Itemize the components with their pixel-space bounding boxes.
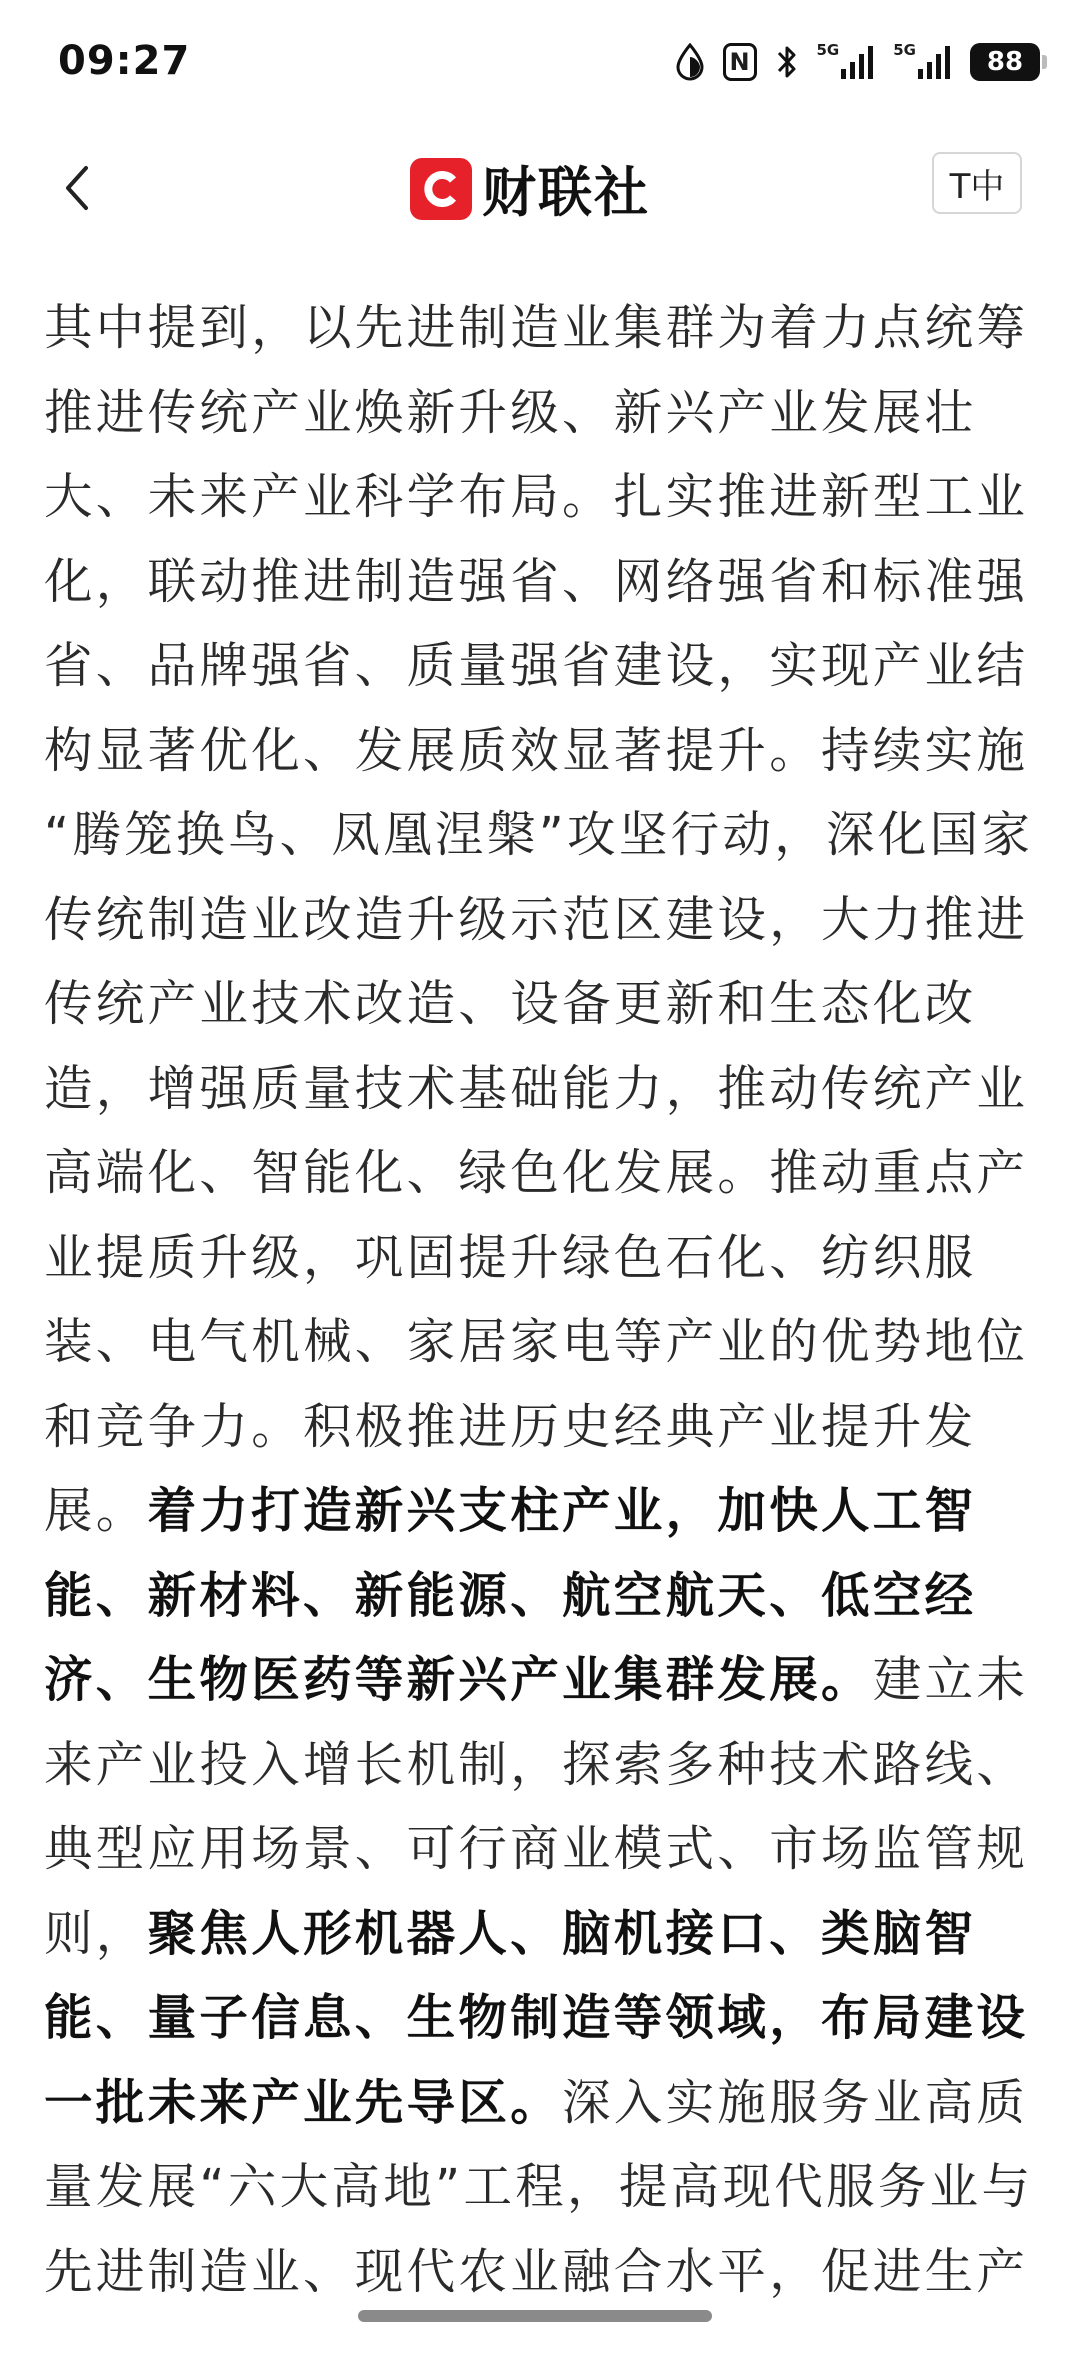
article-text: 省、品牌强省、质量强省建设，实现产业结 xyxy=(44,638,1029,694)
article-text: 传统产业技术改造、设备更新和生态化改 xyxy=(44,976,977,1032)
sim2-5g-label: 5G xyxy=(893,41,916,59)
article-line xyxy=(44,2061,1036,2146)
article-line xyxy=(44,540,1036,625)
logo xyxy=(410,150,650,227)
chevron-left-icon[interactable] xyxy=(52,158,112,218)
article-bold-text: 聚焦人形机器人、脑机接口、类脑智 xyxy=(147,1905,977,1962)
article-text: 来产业投入增长机制，探索多种技术路线、 xyxy=(44,1736,1029,1793)
article-text: 深入实施服务业高质 xyxy=(562,2074,1029,2131)
article-line xyxy=(44,878,1036,963)
article-line xyxy=(44,1385,1036,1470)
status-bar xyxy=(0,0,1080,130)
article-line xyxy=(44,1469,1036,1554)
article-bold-text: 能、量子信息、生物制造等领域，布局建设 xyxy=(44,1990,1029,2046)
article-text: 造，增强质量技术基础能力，推动传统产业 xyxy=(44,1060,1029,1117)
article-bold-text: 一批未来产业先导区。 xyxy=(44,2074,563,2131)
article-line xyxy=(44,793,1036,878)
article-line xyxy=(44,1638,1036,1723)
article-line xyxy=(44,2230,1036,2315)
article-bold-text: 济、生物医药等新兴产业集群发展。 xyxy=(44,1652,873,1708)
header xyxy=(0,130,1080,250)
article-bold-text: 着力打造新兴支柱产业，加快人工智 xyxy=(147,1483,977,1539)
article-line xyxy=(44,624,1036,709)
article-text: 和竞争力。积极推进历史经典产业提升发 xyxy=(44,1398,977,1455)
article-text: 大、未来产业科学布局。扎实推进新型工业 xyxy=(44,469,1029,525)
nfc-icon: N xyxy=(723,43,757,81)
article-line xyxy=(44,371,1036,456)
article-text: 建立未 xyxy=(872,1652,1029,1708)
article-text: 量发展“六大高地”工程，提高现代服务业与 xyxy=(44,2159,1034,2215)
logo-mark-icon xyxy=(410,158,472,220)
article-text: 装、电气机械、家居家电等产业的优势地位 xyxy=(44,1314,1029,1370)
article-text: 先进制造业、现代农业融合水平，促进生产 xyxy=(44,2243,1029,2300)
status-time: 09:27 xyxy=(58,38,191,84)
article-line xyxy=(44,1131,1036,1216)
font-size-button[interactable]: T中 xyxy=(932,152,1022,214)
article-text: 展。 xyxy=(44,1483,148,1539)
article-line xyxy=(44,709,1036,794)
article-text: 推进传统产业焕新升级、新兴产业发展壮 xyxy=(44,384,977,441)
article-line xyxy=(44,1047,1036,1132)
article-line xyxy=(44,1976,1036,2061)
signal-5g-1-icon xyxy=(817,43,876,81)
article-line xyxy=(44,1216,1036,1301)
bluetooth-icon xyxy=(775,43,799,81)
article-line xyxy=(44,2145,1036,2230)
article-line xyxy=(44,962,1036,1047)
article-text: 其中提到，以先进制造业集群为着力点统筹 xyxy=(44,300,1029,356)
article-line xyxy=(44,1807,1036,1892)
article-text: 业提质升级，巩固提升绿色石化、纺织服 xyxy=(44,1229,977,1286)
article-text: “腾笼换鸟、凤凰涅槃”攻坚行动，深化国家 xyxy=(44,807,1034,863)
status-icons xyxy=(675,40,1041,84)
battery-icon: 88 xyxy=(970,43,1040,81)
article-line xyxy=(44,286,1036,371)
data-saver-icon xyxy=(675,43,705,81)
article-bold-text: 能、新材料、新能源、航空航天、低空经 xyxy=(44,1567,977,1624)
article-line xyxy=(44,455,1036,540)
article-text: 构显著优化、发展质效显著提升。持续实施 xyxy=(44,722,1029,779)
signal-5g-2-icon xyxy=(893,43,952,81)
article-line xyxy=(44,1723,1036,1808)
article-line xyxy=(44,1554,1036,1639)
sim1-5g-label: 5G xyxy=(816,41,840,59)
article-text: 传统制造业改造升级示范区建设，大力推进 xyxy=(44,891,1029,948)
logo-text: 财联社 xyxy=(482,161,650,224)
article-text: 化，联动推进制造强省、网络强省和标准强 xyxy=(44,553,1029,610)
article-body xyxy=(44,286,1036,2314)
article-text: 则， xyxy=(44,1905,148,1962)
article-text: 典型应用场景、可行商业模式、市场监管规 xyxy=(44,1821,1029,1877)
article-line xyxy=(44,1892,1036,1977)
home-indicator[interactable] xyxy=(358,2310,712,2322)
article-text: 高端化、智能化、绿色化发展。推动重点产 xyxy=(44,1145,1029,1201)
article-line xyxy=(44,1300,1036,1385)
